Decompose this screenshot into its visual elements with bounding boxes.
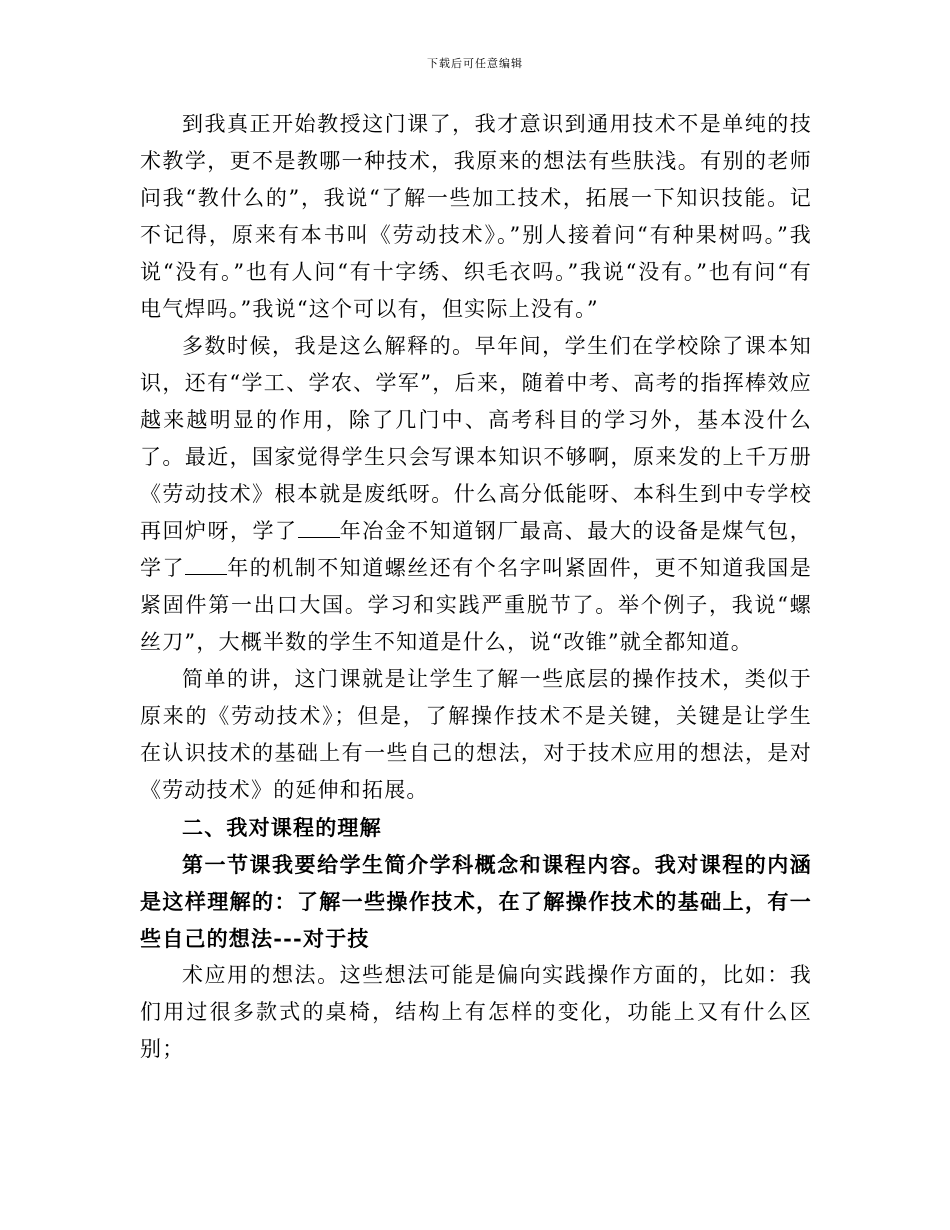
- paragraph-application-ideas: 术应用的想法。这些想法可能是偏向实践操作方面的，比如：我们用过很多款式的桌椅，结构上有怎样的变化，功能上又有什么区别；: [140, 963, 812, 1061]
- paragraph-teaching-experience: 到我真正开始教授这门课了，我才意识到通用技术不是单纯的技术教学，更不是教哪一种技术，我原来的想法有些肤浅。有别的老师问我“教什么的”，我说“了解一些加工技术，拓展一下知识技能。记不记得，原来有本书叫《劳动技术》。”别人接着问“有种果树吗。”我说“没有。”也有人问“有十字绣、织毛衣吗。”我说“没有。”也有问“有电气焊吗。”我说“这个可以有，但实际上没有。”: [140, 112, 812, 321]
- section-heading: 二、我对课程的理解: [182, 815, 382, 840]
- page-header: 下载后可任意编辑: [427, 57, 523, 70]
- paragraph-summary: 简单的讲，这门课就是让学生了解一些底层的操作技术，类似于原来的《劳动技术》；但是，了解操作技术不是关键，关键是让学生在认识技术的基础上有一些自己的想法，对于技术应用的想法，是对《劳动技术》的延伸和拓展。: [140, 667, 812, 802]
- fill-in-blank: [298, 519, 340, 538]
- document-body: [140, 106, 812, 1068]
- paragraph-explanation-part3: 年的机制不知道螺丝还有个名字叫紧固件，更不知道我国是紧固件第一出口大国。学习和实践严重脱节了。举个例子，我说“螺丝刀”，大概半数的学生不知道是什么，说“改锥”就全都知道。: [140, 556, 812, 654]
- paragraph-explanation: [140, 328, 812, 661]
- paragraph-course-understanding: 第一节课我要给学生简介学科概念和课程内容。我对课程的内涵是这样理解的：了解一些操作技术，在了解操作技术的基础上，有一些自己的想法---对于技: [140, 852, 812, 951]
- fill-in-blank: [185, 556, 227, 575]
- paragraph-explanation-part1: 多数时候，我是这么解释的。早年间，学生们在学校除了课本知识，还有“学工、学农、学军”，后来，随着中考、高考的指挥棒效应越来越明显的作用，除了几门中、高考科目的学习外，基本没什么了。最近，国家觉得学生只会写课本知识不够啊，原来发的上千万册《劳动技术》根本就是废纸呀。什么高分低能呀、本科生到中专学校再回炉呀，学了: [140, 334, 812, 543]
- paragraph-explanation-part2: 年冶金不知道钢厂最高、最大的设备是煤气包，学了: [140, 519, 812, 580]
